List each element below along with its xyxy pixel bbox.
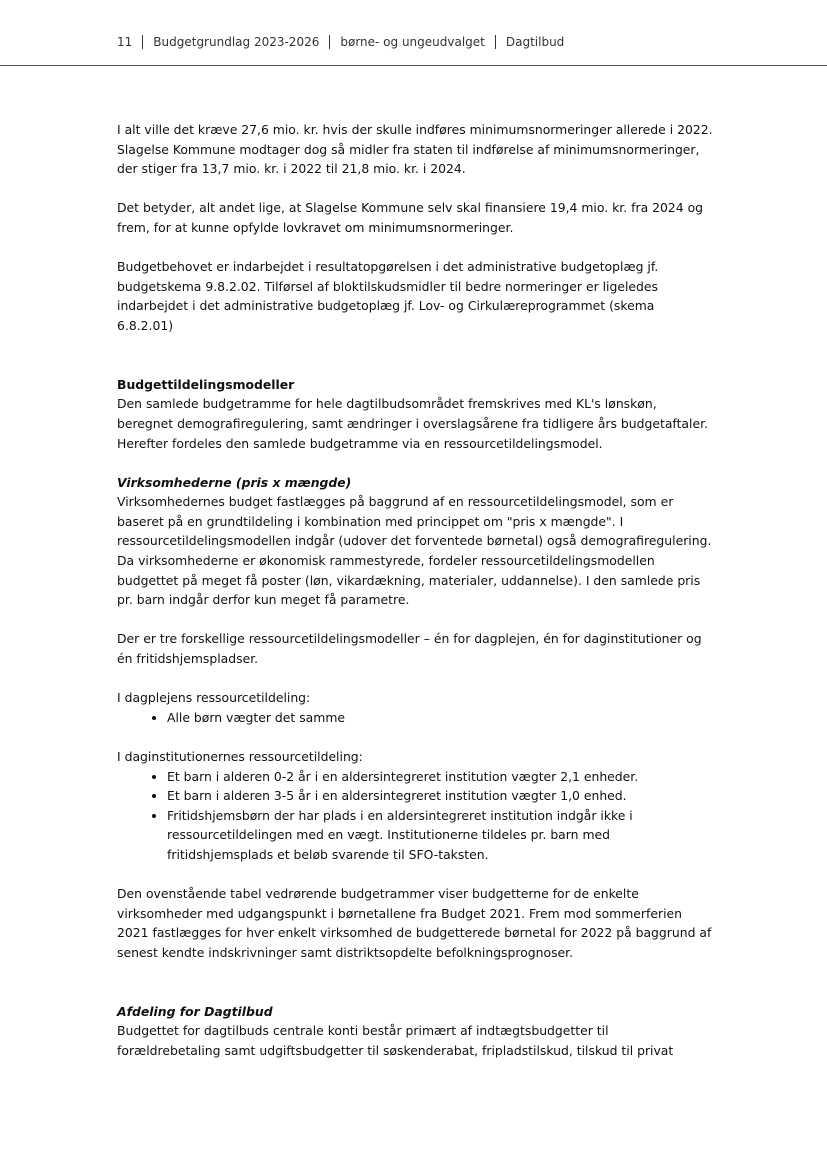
paragraph: I alt ville det kræve 27,6 mio. kr. hvis der skulle indføres minimumsnormeringer allerede i 2022. Slagelse Kommune modtager dog så midler fra staten til indførelse af minimumsnormeringer, der stiger fra 13,7 mio. kr. i 2022 til 21,8 mio. kr. i 2024.	[117, 122, 713, 177]
paragraph: Budgettet for dagtilbuds centrale konti består primært af indtægtsbudgetter til forældrebetaling samt udgiftsbudgetter til søskenderabat, fripladstilskud, tilskud til privat	[117, 1023, 674, 1058]
page-number: 11	[117, 35, 133, 49]
section-heading: Budgettildelingsmodeller	[117, 376, 295, 392]
page-header	[0, 0, 827, 66]
list-intro: I daginstitutionernes ressourcetildeling:	[117, 749, 363, 764]
header-separator	[495, 35, 496, 49]
bullet-list	[117, 767, 713, 865]
subsection-heading: Virksomhederne (pris x mængde)	[117, 474, 352, 490]
header-separator	[142, 35, 143, 49]
paragraph: Den samlede budgetramme for hele dagtilbudsområdet fremskrives med KL's lønskøn, beregnet demografiregulering, samt ændringer i overslagsårene fra tidligere års budgetaftaler. Herefter fordeles den samlede budgetramme via en ressourcetildelingsmodel.	[117, 396, 708, 451]
list-intro: I dagplejens ressourcetildeling:	[117, 690, 311, 706]
subsection-heading: Afdeling for Dagtilbud	[117, 1003, 273, 1019]
document-body	[117, 120, 713, 1061]
paragraph: Der er tre forskellige ressourcetildelingsmodeller – én for dagplejen, én for daginstitutioner og én fritidshjemspladser.	[117, 631, 702, 667]
paragraph: Da virksomhederne er økonomisk rammestyrede, fordeler ressourcetildelingsmodellen budgettet på meget få poster (løn, vikardækning, materialer, uddannelse). I den samlede pris pr. barn indgår derfor kun meget få parametre.	[117, 553, 701, 608]
paragraph: Det betyder, alt andet lige, at Slagelse Kommune selv skal finansiere 19,4 mio. kr. fra 2024 og frem, for at kunne opfylde lovkravet om minimumsnormeringer.	[117, 200, 704, 235]
section-name: Dagtilbud	[505, 35, 565, 49]
list-item: • Fritidshjemsbørn der har plads i en aldersintegreret institution indgår ikke i ressourcetildelingen med en vægt. Institutionerne tildeles pr. barn med fritidshjemsplads et beløb svarende til SFO-taksten.	[167, 806, 713, 865]
paragraph: Den ovenstående tabel vedrørende budgetrammer viser budgetterne for de enkelte virksomheder med udgangspunkt i børnetallene fra Budget 2021. Frem mod sommerferien 2021 fastlægges for hver enkelt virksomhed de budgetterede børnetal for 2022 på baggrund af senest kendte indskrivninger samt distriktsopdelte befolkningsprognoser.	[117, 886, 712, 960]
list-item: • Et barn i alderen 0-2 år i en aldersintegreret institution vægter 2,1 enheder.	[167, 767, 713, 787]
bullet-list	[117, 708, 713, 728]
committee-name: børne- og ungeudvalget	[340, 35, 485, 49]
header-row	[117, 35, 564, 49]
paragraph: Budgetbehovet er indarbejdet i resultatopgørelsen i det administrative budgetoplæg jf. budgetskema 9.8.2.02. Tilførsel af bloktilskudsmidler til bedre normeringer er ligeledes indarbejdet i det administrative budgetoplæg jf. Lov- og Cirkulæreprogrammet (skema 6.8.2.01)	[117, 259, 659, 333]
list-item: • Alle børn vægter det samme	[167, 708, 713, 728]
document-title: Budgetgrundlag 2023-2026	[153, 35, 320, 49]
header-separator	[329, 35, 330, 49]
list-item: • Et barn i alderen 3-5 år i en aldersintegreret institution vægter 1,0 enhed.	[167, 786, 713, 806]
paragraph: Virksomhedernes budget fastlægges på baggrund af en ressourcetildelingsmodel, som er baseret på en grundtildeling i kombination med princippet om "pris x mængde". I ressourcetildelingsmodellen indgår (udover det forventede børnetal) også demografiregulering.	[117, 494, 712, 549]
